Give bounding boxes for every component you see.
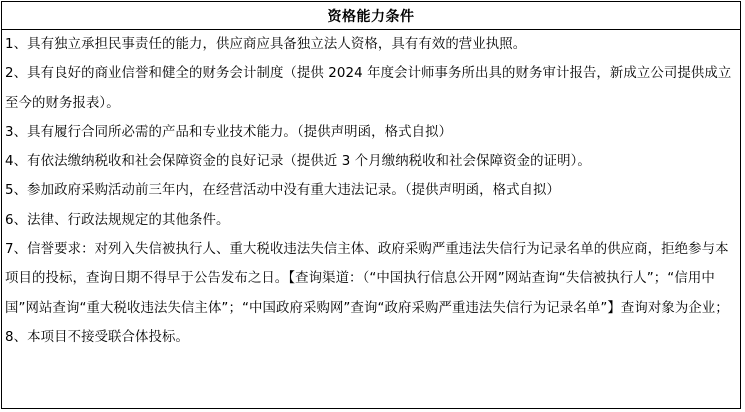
table-title: 资格能力条件 [2,2,740,30]
condition-item-7: 7、信誉要求：对列入失信被执行人、重大税收违法失信主体、政府采购严重违法失信行为记录名单的供应商，拒绝参与本项目的投标，查询日期不得早于公告发布之日。【查询渠道：（“中国执行信息公开网”网站查询“失信被执行人”；“信用中国”网站查询“重大税收违法失信主体”；“中国政府采购网”查询“政府采购严重违法失信行为记录名单”】查询对象为企业； [5,242,729,316]
condition-item-8: 8、本项目不接受联合体投标。 [5,329,189,345]
condition-item-2: 2、具有良好的商业信誉和健全的财务会计制度（提供 2024 年度会计师事务所出具的财务审计报告，新成立公司提供成立至今的财务报表）。 [5,66,732,111]
condition-item-6: 6、法律、行政法规规定的其他条件。 [5,212,230,228]
condition-item-5: 5、参加政府采购活动前三年内，在经营活动中没有重大违法记录。（提供声明函，格式自拟） [5,183,561,199]
condition-item-3: 3、具有履行合同所必需的产品和专业技术能力。（提供声明函，格式自拟） [5,124,453,140]
conditions-list [2,30,740,352]
qualification-table [1,1,741,409]
condition-item-1: 1、具有独立承担民事责任的能力，供应商应具备独立法人资格，具有有效的营业执照。 [5,37,527,52]
condition-item-4: 4、有依法缴纳税收和社会保障资金的良好记录（提供近 3 个月缴纳税收和社会保障资金的证明）。 [5,154,591,170]
